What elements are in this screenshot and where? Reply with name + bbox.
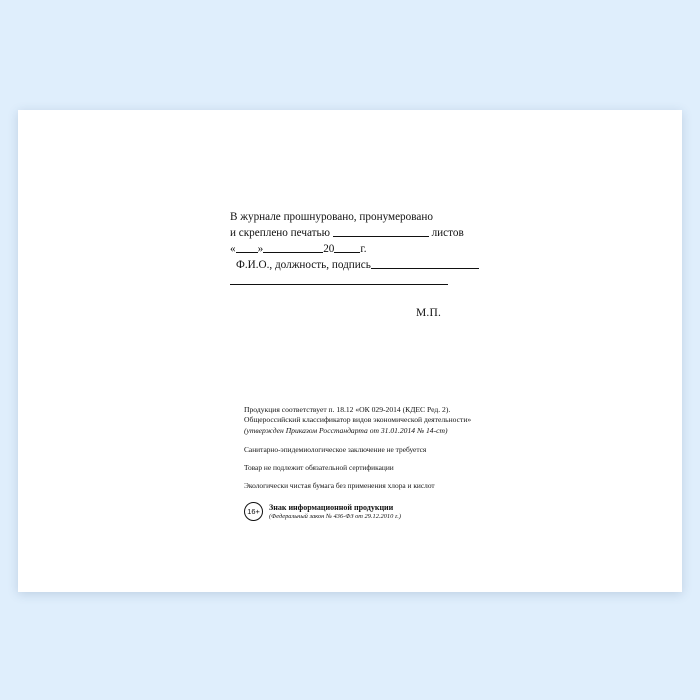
journal-line-2 bbox=[230, 225, 650, 241]
certification-note: Товар не подлежит обязательной сертификации bbox=[244, 463, 394, 473]
okved-line-2: Общероссийский классификатор видов экономической деятельности» bbox=[244, 415, 472, 425]
sanitary-note: Санитарно-эпидемиологическое заключение не требуется bbox=[244, 445, 427, 455]
age-rating-title: Знак информационной продукции bbox=[269, 503, 394, 513]
paper-note: Экологически чистая бумага без применения хлора и кислот bbox=[244, 481, 435, 491]
age-rating-icon: 16+ bbox=[244, 502, 263, 521]
month-blank[interactable] bbox=[263, 241, 323, 253]
okved-paragraph bbox=[244, 405, 664, 436]
journal-line-3-date bbox=[230, 241, 650, 257]
age-rating-text bbox=[269, 502, 401, 520]
year-suffix: г. bbox=[360, 243, 367, 255]
okved-line-3: (утвержден Приказом Росстандарта от 31.01.2014 № 14-ст) bbox=[244, 425, 448, 435]
date-close-quote: » bbox=[257, 243, 264, 255]
signature-blank[interactable] bbox=[371, 257, 479, 269]
journal-statement bbox=[230, 210, 650, 285]
okved-line-1: Продукция соответствует п. 18.12 «ОК 029-2014 (КДЕС Ред. 2). bbox=[244, 405, 451, 414]
stamp-place-label: М.П. bbox=[416, 307, 442, 319]
signature-rule bbox=[230, 275, 448, 285]
date-open-quote: « bbox=[230, 243, 236, 255]
sheets-count-blank[interactable] bbox=[333, 225, 429, 237]
journal-certification-block bbox=[230, 210, 650, 319]
journal-line-1: В журнале прошнуровано, пронумеровано bbox=[230, 211, 433, 223]
document-page bbox=[18, 110, 682, 592]
year-blank[interactable] bbox=[334, 241, 360, 253]
day-blank[interactable] bbox=[236, 241, 258, 253]
journal-line-4-signature bbox=[230, 257, 650, 273]
year-prefix: 20 bbox=[323, 243, 335, 255]
journal-line-2-suffix: листов bbox=[431, 227, 464, 239]
signature-label: Ф.И.О., должность, подпись bbox=[236, 259, 371, 271]
journal-line-2-prefix: и скреплено печатью bbox=[230, 227, 330, 239]
document-footer bbox=[244, 405, 664, 521]
age-rating-law: (Федеральный закон № 436-ФЗ от 29.12.2010 г.) bbox=[269, 513, 402, 521]
age-rating-row bbox=[244, 502, 664, 521]
